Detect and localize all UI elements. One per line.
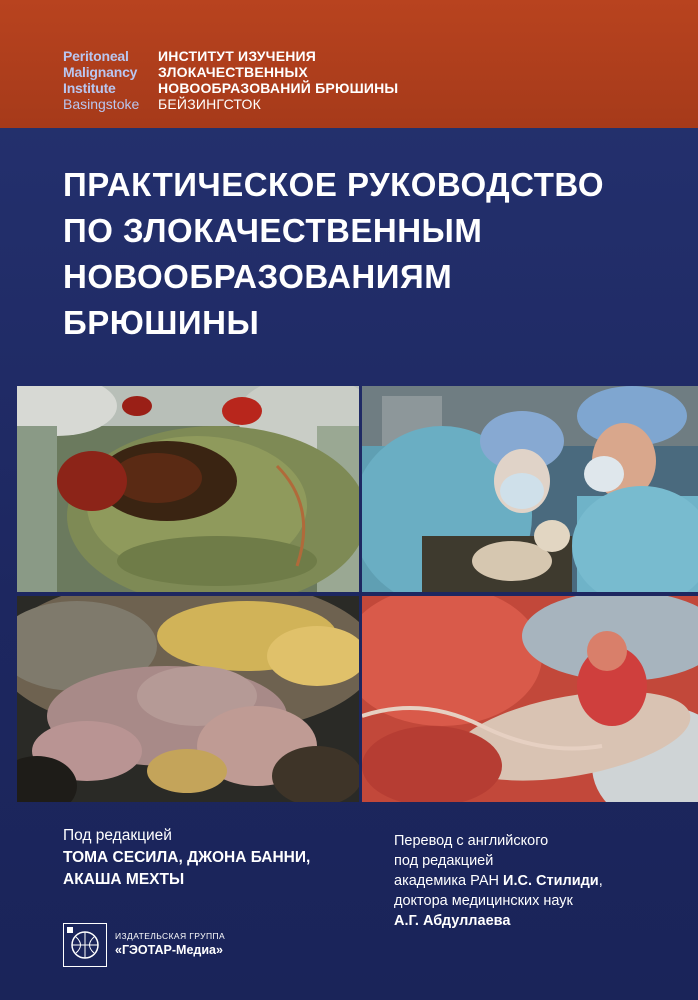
institute-name-english [63, 48, 139, 112]
surgical-photo-laparoscopic-bowel [17, 596, 359, 802]
title-line: ПРАКТИЧЕСКОЕ РУКОВОДСТВО [63, 166, 605, 203]
translation-line: под редакцией [394, 853, 494, 869]
surgical-photo-tumor-specimen [362, 596, 698, 802]
translation-line: доктора медицинских наук [394, 893, 573, 909]
editors-label: Под редакцией [63, 827, 172, 844]
translation-coeditor-name [394, 911, 603, 931]
title-line: НОВООБРАЗОВАНИЯМ [63, 258, 453, 295]
institute-en-line: Institute [63, 80, 116, 96]
institute-en-city: Basingstoke [63, 96, 140, 112]
institute-ru-city: БЕЙЗИНГСТОК [158, 96, 261, 112]
translation-block [394, 831, 603, 931]
institute-en-line: Peritoneal [63, 48, 129, 64]
institute-ru-line: ИНСТИТУТ ИЗУЧЕНИЯ [158, 48, 317, 64]
institute-en-line: Malignancy [63, 64, 138, 80]
publisher-group-label: ИЗДАТЕЛЬСКАЯ ГРУППА [115, 931, 226, 941]
translation-line: Перевод с английского [394, 833, 549, 849]
book-title [63, 162, 663, 346]
translation-editor-name: И.С. Стилиди [503, 873, 599, 889]
institute-name-russian [158, 48, 398, 112]
publisher-text [115, 931, 225, 957]
publisher-logo-icon [63, 923, 107, 967]
editors-block [63, 825, 310, 891]
translation-title: академика РАН [394, 873, 504, 889]
translation-editor-line [394, 871, 603, 891]
translation-coeditor-name-text: А.Г. Абдуллаева [394, 913, 511, 929]
institute-ru-line: ЗЛОКАЧЕСТВЕННЫХ [158, 64, 308, 80]
title-line: БРЮШИНЫ [63, 304, 260, 341]
institute-header-band [0, 0, 698, 128]
surgical-photo-surgeons [362, 386, 698, 592]
title-line: ПО ЗЛОКАЧЕСТВЕННЫМ [63, 212, 483, 249]
surgical-photo-open-abdomen [17, 386, 359, 592]
editors-names-line: АКАША МЕХТЫ [63, 871, 185, 888]
publisher-name: «ГЭОТАР-Медиа» [115, 943, 223, 957]
institute-ru-line: НОВООБРАЗОВАНИЙ БРЮШИНЫ [158, 80, 399, 96]
editors-names-line: ТОМА СЕСИЛА, ДЖОНА БАННИ, [63, 849, 311, 866]
translation-punct: , [598, 873, 603, 889]
